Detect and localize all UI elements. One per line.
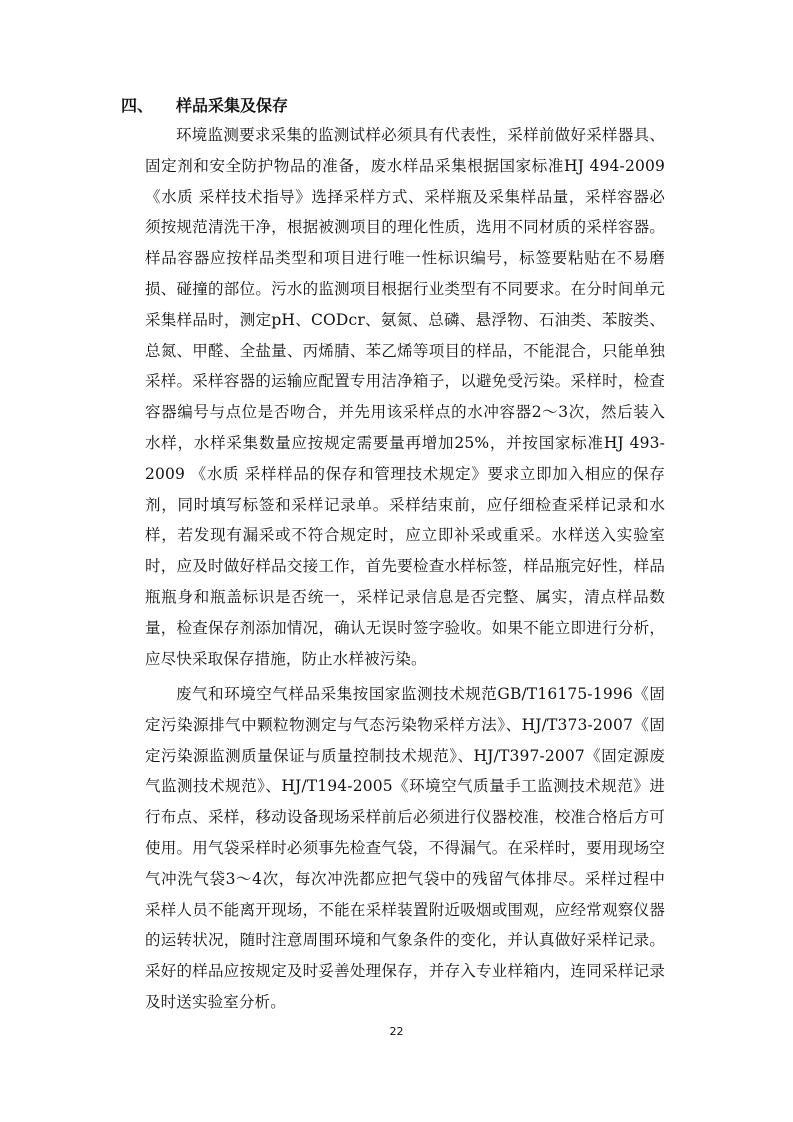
section-heading: [121, 94, 288, 118]
paragraph-air-sampling: 废气和环境空气样品采集按国家监测技术规范GB/T16175-1996《固定污染源排气中颗粒物测定与气态污染物采样方法》、HJ/T373-2007《固定污染源监测质量保证与质量控制技术规范》、HJ/T397-2007《固定源废气监测技术规范》、HJ/T194-2005《环境空气质量手工监测技术规范》进行布点、采样，移动设备现场采样前后必须进行仪器校准，校准合格后方可使用。用气袋采样时必须事先检查气袋，不得漏气。在采样时，要用现场空气冲洗气袋3～4次，每次冲洗都应把气袋中的残留气体排尽。采样过程中采样人员不能离开现场，不能在采样装置附近吸烟或围观，应经常观察仪器的运转状况，随时注意周围环境和气象条件的变化，并认真做好采样记录。采好的样品应按规定及时妥善处理保存，并存入专业样箱内，连同采样记录及时送实验室分析。: [145, 685, 665, 1011]
paragraph-water-sampling: 环境监测要求采集的监测试样必须具有代表性，采样前做好采样器具、固定剂和安全防护物品的准备，废水样品采集根据国家标准HJ 494-2009 《水质 采样技术指导》选择采样方式、采样瓶及采集样品量，采样容器必须按规范清洗干净，根据被测项目的理化性质，选用不同材质的采样容器。样品容器应按样品类型和项目进行唯一性标识编号，标签要粘贴在不易磨损、碰撞的部位。污水的监测项目根据行业类型有不同要求。在分时间单元采集样品时，测定pH、CODcr、氨氮、总磷、悬浮物、石油类、苯胺类、总氮、甲醛、全盐量、丙烯腈、苯乙烯等项目的样品，不能混合，只能单独采样。采样容器的运输应配置专用洁净箱子，以避免受污染。采样时，检查容器编号与点位是否吻合，并先用该采样点的水冲容器2～3次，然后装入水样，水样采集数量应按规定需要量再增加25%，并按国家标准HJ 493-2009 《水质 采样样品的保存和管理技术规定》要求立即加入相应的保存剂，同时填写标签和采样记录单。采样结束前，应仔细检查采样记录和水样，若发现有漏采或不符合规定时，应立即补采或重采。水样送入实验室时，应及时做好样品交接工作，首先要检查水样标签，样品瓶完好性，样品瓶瓶身和瓶盖标识是否统一，采样记录信息是否完整、属实，清点样品数量，检查保存剂添加情况，确认无误时签字验收。如果不能立即进行分析，应尽快采取保存措施，防止水样被污染。: [145, 126, 665, 668]
page-number: 22: [389, 1025, 404, 1038]
section-title: 样品采集及保存: [176, 96, 289, 115]
section-number: 四、: [121, 96, 154, 115]
